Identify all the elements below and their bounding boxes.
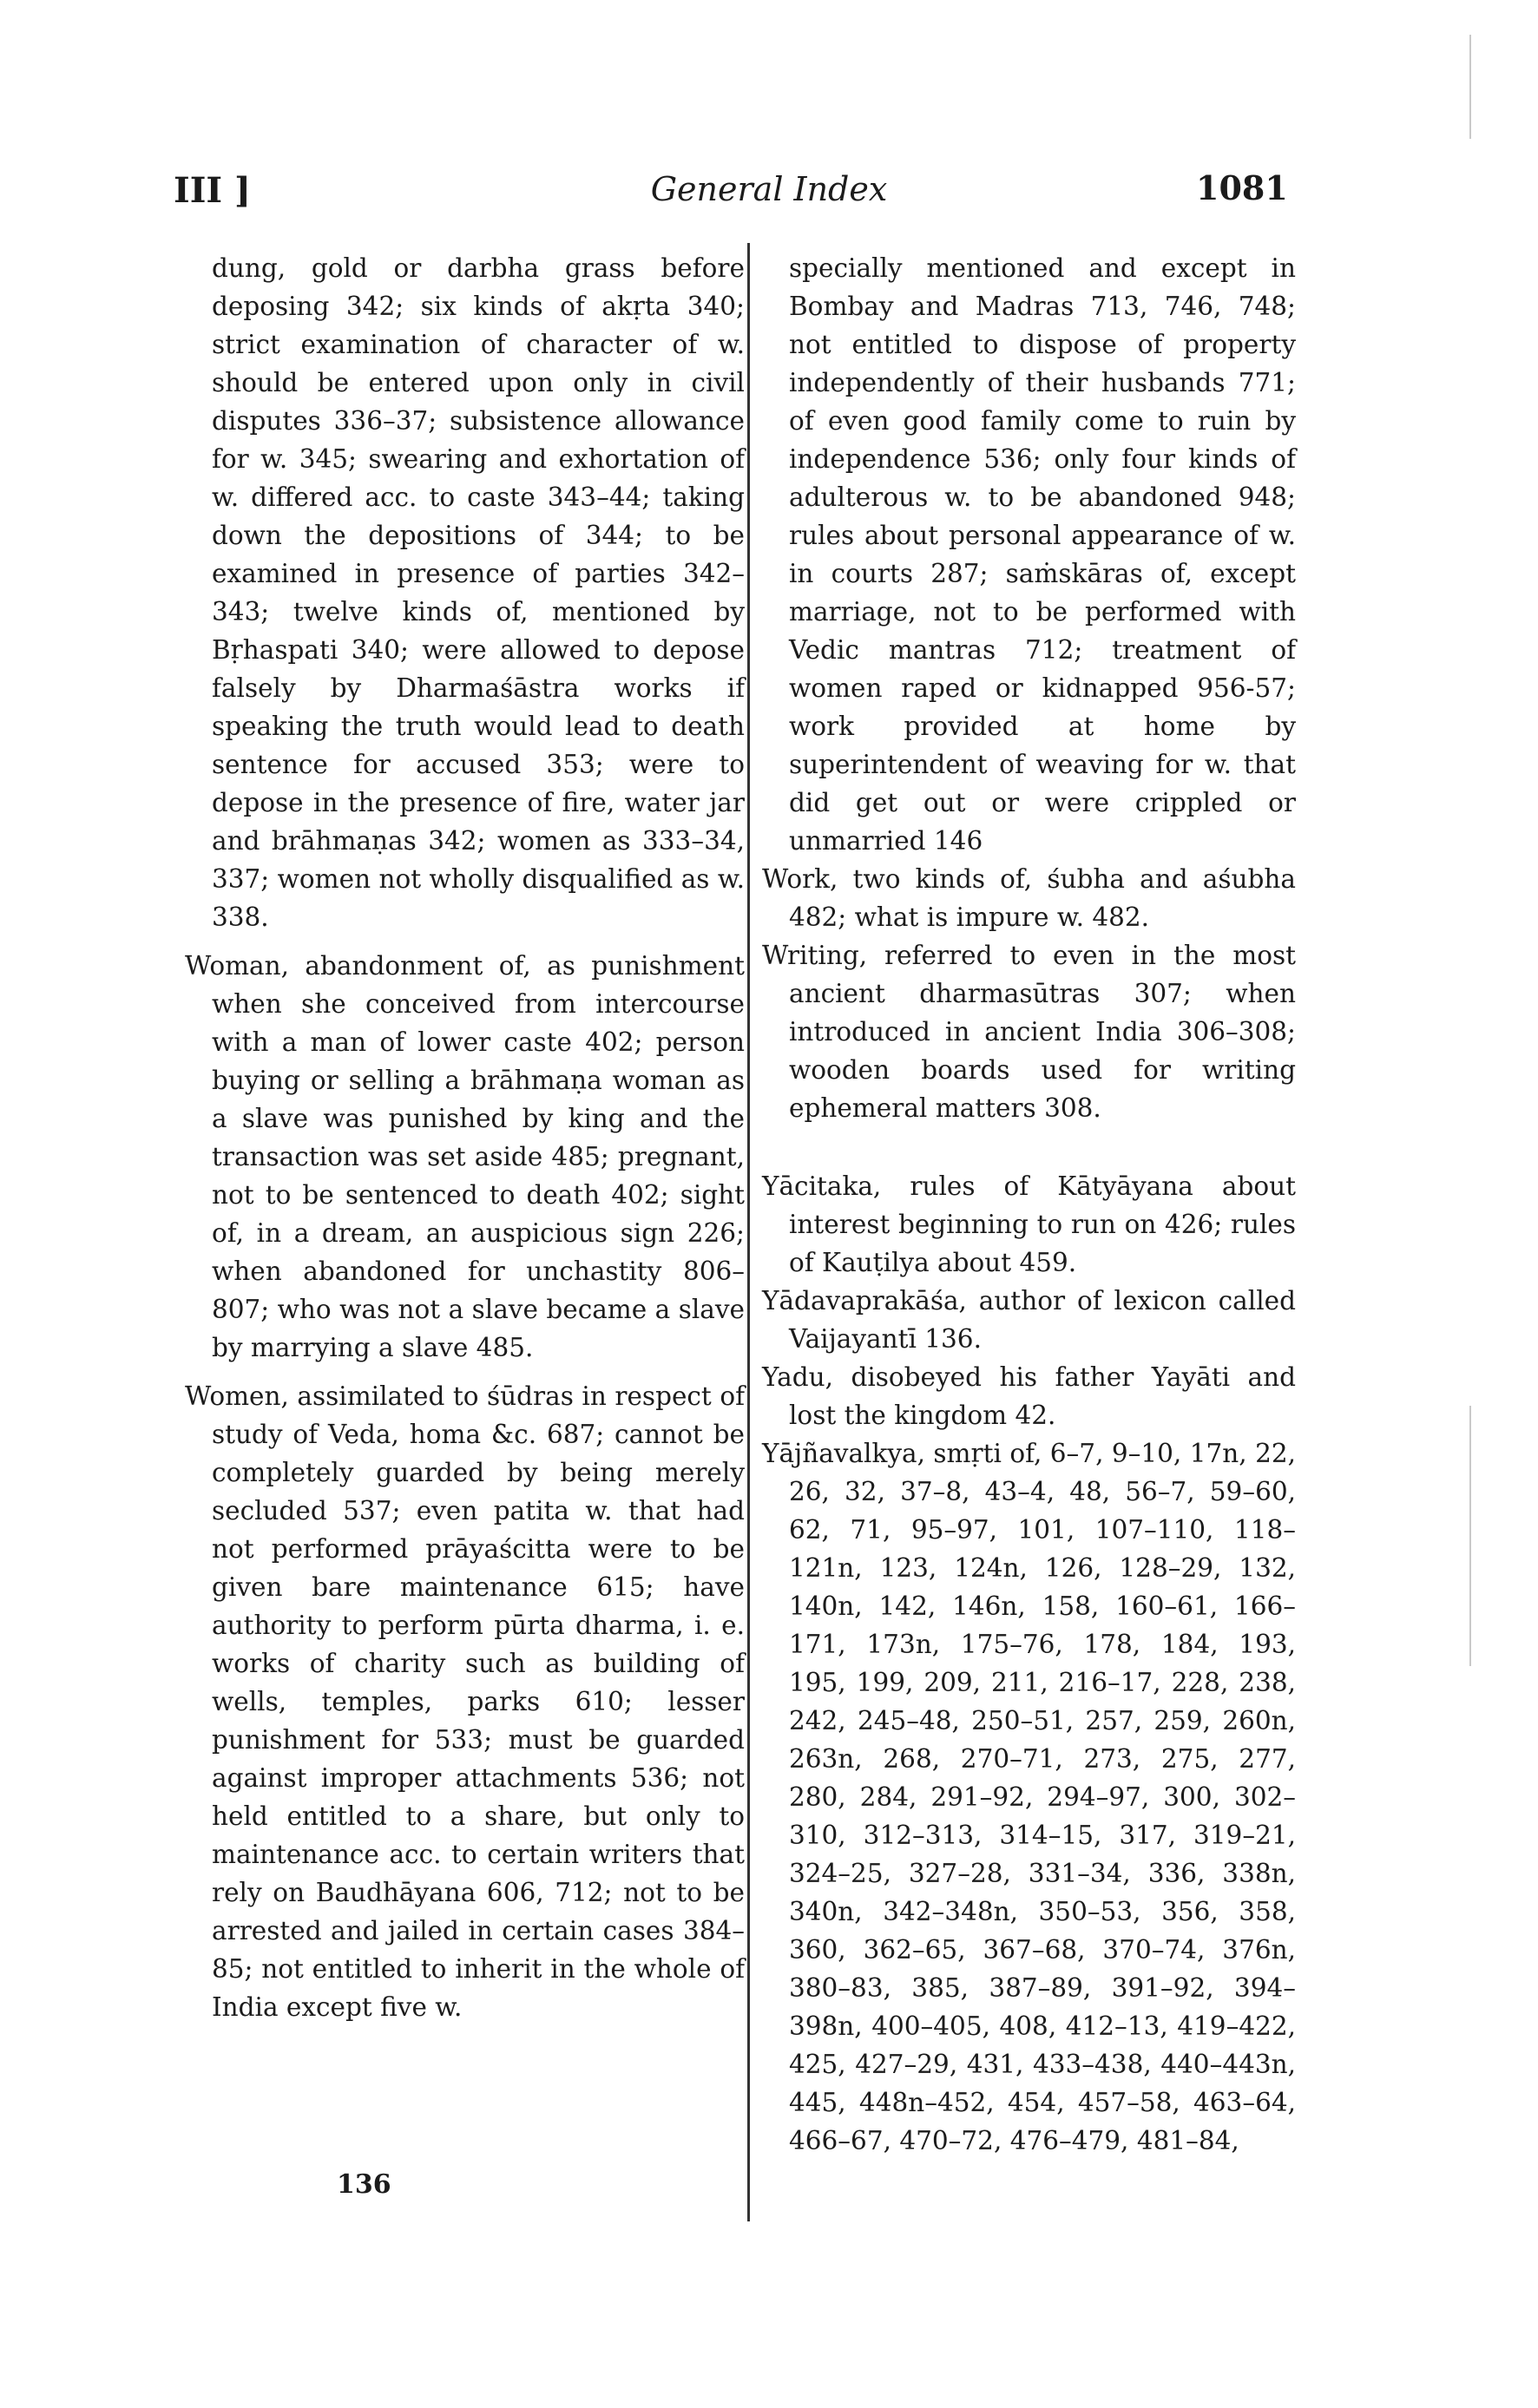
index-entry-yadavaprakasa: Yādavaprakāśa, author of lexicon called Vaijayantī 136. — [762, 1286, 1296, 1354]
right-column — [762, 249, 1296, 2160]
index-entry-yajnavalkya: Yājñavalkya, smṛti of, 6–7, 9–10, 17n, 22, 26, 32, 37–8, 43–4, 48, 56–7, 59–60, 62, 71, 95–97, 101, 107–110, 118–121n, 123, 124n, 126, 128–29, 132, 140n, 142, 146n, 158, 160–61, 166–171, 173n, 175–76, 178, 184, 193, 195, 199, 209, 211, 216–17, 228, 238, 242, 245–48, 250–51, 257, 259, 260n, 263n, 268, 270–71, 273, 275, 277, 280, 284, 291–92, 294–97, 300, 302–310, 312–313, 314–15, 317, 319–21, 324–25, 327–28, 331–34, 336, 338n, 340n, 342–348n, 350–53, 356, 358, 360, 362–65, 367–68, 370–74, 376n, 380–83, 385, 387–89, 391–92, 394–398n, 400–405, 408, 412–13, 419–422, 425, 427–29, 431, 433–438, 440–443n, 445, 448n–452, 454, 457–58, 463–64, 466–67, 470–72, 476–479, 481–84, — [762, 1439, 1296, 2155]
page-number: 1081 — [1196, 168, 1288, 207]
index-entry-women: Women, assimilated to śūdras in respect of study of Veda, homa &c. 687; cannot be completely guarded by being merely secluded 537; even patita w. that had not performed prāyaścitta were to be given bare maintenance 615; have authority to perform pūrta dharma, i. e. works of charity such as building of wells, temples, parks 610; lesser punishment for 533; must be guarded against improper attachments 536; not held entitled to a share, but only to maintenance acc. to certain writers that rely on Baudhāyana 606, 712; not to be arrested and jailed in certain cases 384–85; not entitled to inherit in the whole of India except five w. — [185, 1381, 745, 2022]
left-column — [185, 249, 745, 2026]
index-entry-yadu: Yadu, disobeyed his father Yayāti and lost the kingdom 42. — [762, 1362, 1296, 1430]
index-entry-work: Work, two kinds of, śubha and aśubha 482; what is impure w. 482. — [762, 864, 1296, 932]
column-divider — [747, 243, 750, 2221]
index-entry-women-continued: specially mentioned and except in Bombay and Madras 713, 746, 748; not entitled to dispose of property independently of their husbands 771; of even good family come to ruin by independence 536; only four kinds of adulterous w. to be abandoned 948; rules about personal appearance of w. in courts 287; saṁskāras of, except marriage, not to be performed with Vedic mantras 712; treatment of women raped or kidnapped 956-57; work provided at home by superintendent of weaving for w. that did get out or were crippled or unmarried 146 — [789, 253, 1296, 856]
scan-edge-mark — [1469, 35, 1471, 139]
signature-mark: 136 — [337, 2169, 391, 2200]
index-entry-continuation: dung, gold or darbha grass before deposing 342; six kinds of akṛta 340; strict examination of character of w. should be entered upon only in civil disputes 336–37; subsistence allowance for w. 345; swearing and exhortation of w. differed acc. to caste 343–44; taking down the depositions of 344; to be examined in presence of parties 342–343; twelve kinds of, mentioned by Bṛhaspati 340; were allowed to depose falsely by Dharmaśāstra works if speaking the truth would lead to death sentence for accused 353; were to depose in the presence of fire, water jar and brāhmaṇas 342; women as 333–34, 337; women not wholly disqualified as w. 338. — [212, 253, 745, 932]
running-title: General Index — [650, 170, 888, 208]
index-entry-yacitaka: Yācitaka, rules of Kātyāyana about interest beginning to run on 426; rules of Kauṭilya about 459. — [762, 1171, 1296, 1277]
index-entry-writing: Writing, referred to even in the most ancient dharmasūtras 307; when introduced in ancient India 306–308; wooden boards used for writing ephemeral matters 308. — [762, 941, 1296, 1123]
index-entry-woman: Woman, abandonment of, as punishment when she conceived from intercourse with a man of lower caste 402; person buying or selling a brāhmaṇa woman as a slave was punished by king and the transaction was set aside 485; pregnant, not to be sentenced to death 402; sight of, in a dream, an auspicious sign 226; when abandoned for unchastity 806–807; who was not a slave became a slave by marrying a slave 485. — [185, 951, 745, 1362]
scan-edge-mark — [1469, 1406, 1471, 1666]
volume-marker: III ] — [174, 170, 251, 211]
